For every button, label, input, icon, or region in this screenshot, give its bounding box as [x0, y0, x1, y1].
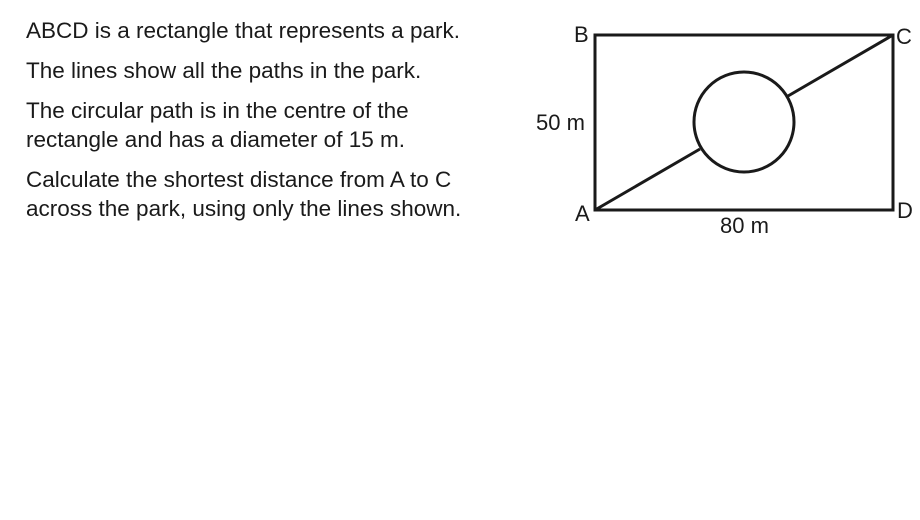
question-paragraph-2: The lines show all the paths in the park.: [26, 58, 422, 83]
vertex-label-c: C: [896, 24, 912, 49]
path-circle-to-c: [788, 35, 893, 96]
vertex-label-d: D: [897, 198, 913, 223]
vertex-label-b: B: [574, 22, 589, 47]
side-label-ab: 50 m: [536, 110, 585, 135]
park-paths: [595, 35, 893, 210]
question-paragraph-1: ABCD is a rectangle that represents a park.: [26, 18, 460, 43]
side-label-ad: 80 m: [720, 213, 769, 238]
circular-path: [694, 72, 794, 172]
question-paragraph-3: The circular path is in the centre of the rectangle and has a diameter of 15 m.: [26, 98, 409, 152]
path-a-to-circle: [595, 149, 700, 210]
question-paragraph-4: Calculate the shortest distance from A to C across the park, using only the lines shown.: [26, 167, 462, 221]
vertex-label-a: A: [575, 201, 590, 226]
